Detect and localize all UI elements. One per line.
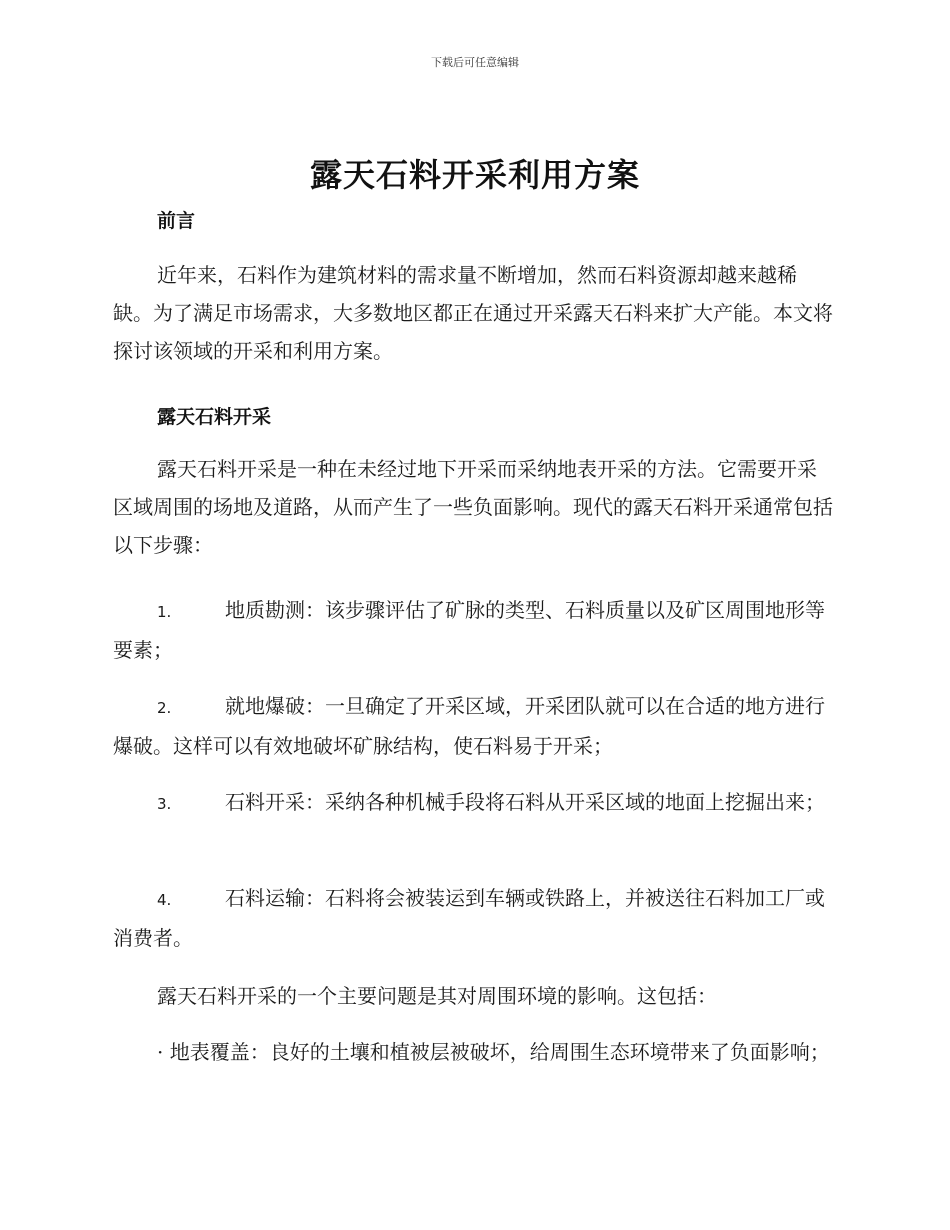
list-item bbox=[113, 879, 835, 957]
list-number: 2. bbox=[157, 699, 172, 717]
bullet-item: · 地表覆盖：良好的土壤和植被层被破坏，给周围生态环境带来了负面影响； bbox=[157, 1040, 830, 1064]
heading-mining: 露天石料开采 bbox=[157, 406, 272, 428]
list-number: 3. bbox=[157, 795, 172, 813]
list-number: 4. bbox=[157, 891, 172, 909]
list-item bbox=[113, 591, 835, 669]
heading-preface: 前言 bbox=[157, 210, 196, 232]
paragraph-preface: 近年来，石料作为建筑材料的需求量不断增加，然而石料资源却越来越稀缺。为了满足市场需求，大多数地区都正在通过开采露天石料来扩大产能。本文将探讨该领域的开采和利用方案。 bbox=[113, 263, 833, 363]
list-text: 石料运输：石料将会被装运到车辆或铁路上，并被送往石料加工厂或消费者。 bbox=[113, 886, 825, 950]
list-item bbox=[113, 783, 835, 823]
list-text: 就地爆破：一旦确定了开采区域，开采团队就可以在合适的地方进行爆破。这样可以有效地破坏矿脉结构，使石料易于开采； bbox=[113, 694, 825, 758]
list-item bbox=[113, 687, 835, 765]
header-note: 下载后可任意编辑 bbox=[431, 56, 519, 69]
paragraph-impact-intro: 露天石料开采的一个主要问题是其对周围环境的影响。这包括： bbox=[157, 984, 717, 1008]
document-title: 露天石料开采利用方案 bbox=[309, 156, 640, 194]
list-number: 1. bbox=[157, 603, 172, 621]
list-text: 石料开采：采纳各种机械手段将石料从开采区域的地面上挖掘出来； bbox=[225, 790, 825, 814]
paragraph-mining-intro: 露天石料开采是一种在未经过地下开采而采纳地表开采的方法。它需要开采区域周围的场地及道路，从而产生了一些负面影响。现代的露天石料开采通常包括以下步骤： bbox=[113, 457, 833, 557]
list-text: 地质勘测：该步骤评估了矿脉的类型、石料质量以及矿区周围地形等要素； bbox=[113, 598, 825, 662]
